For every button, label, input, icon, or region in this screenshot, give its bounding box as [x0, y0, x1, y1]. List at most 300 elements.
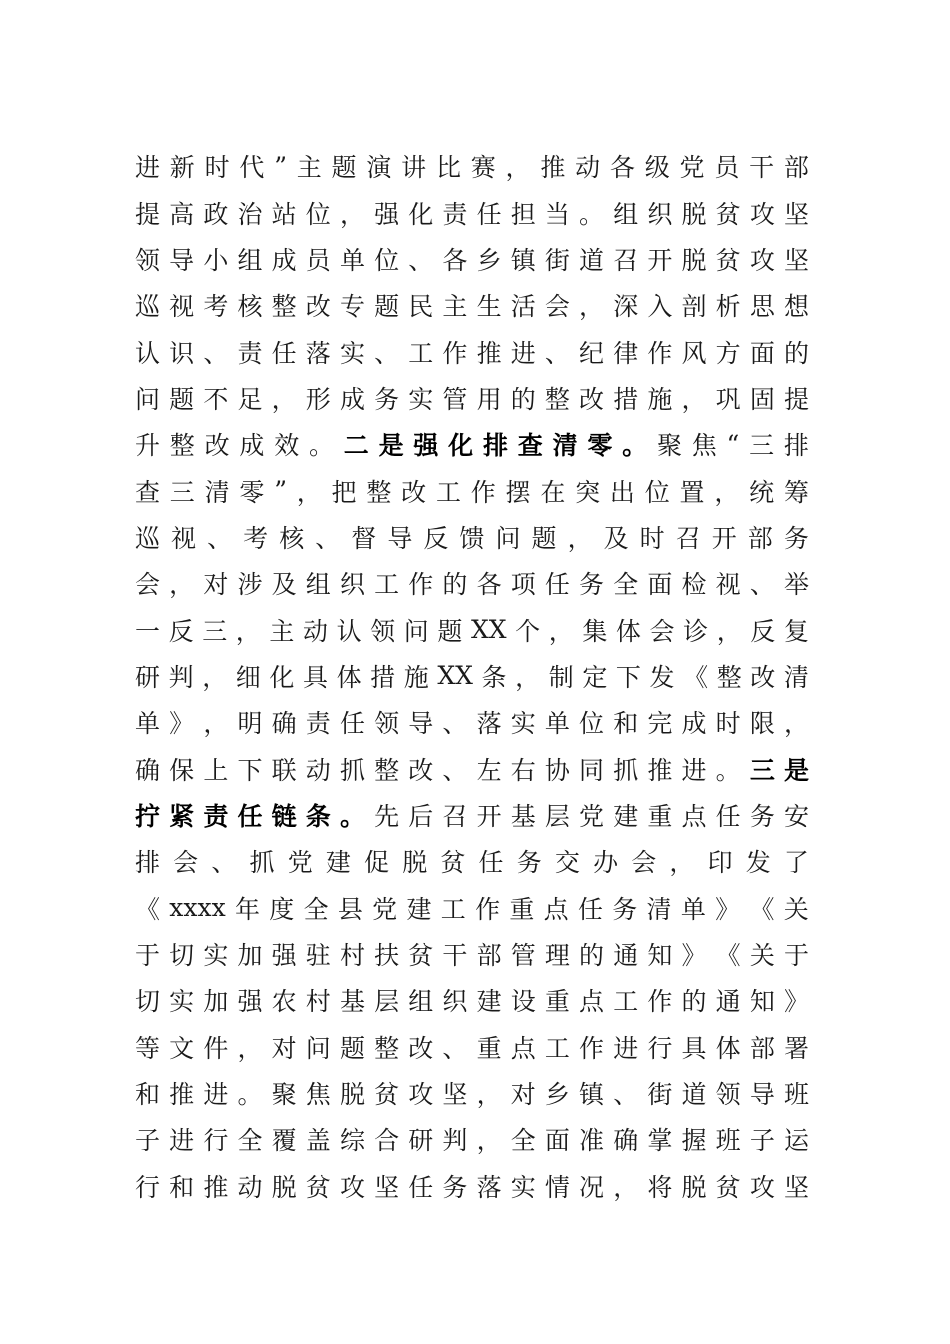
text-char: 馈: [459, 523, 485, 553]
text-char: 进: [203, 1080, 229, 1110]
bold-text-char: 。: [622, 431, 648, 461]
text-char: 集: [582, 616, 608, 646]
text-char: 贫: [715, 1172, 741, 1202]
text-char: 改: [305, 292, 331, 322]
text-char: 抓: [339, 755, 365, 785]
text-char: 、: [207, 523, 233, 553]
text-char: 限: [749, 709, 775, 739]
text-char: 强: [237, 987, 263, 1017]
text-char: 焦: [305, 1080, 331, 1110]
text-char: ，: [548, 616, 574, 646]
text-char: “: [726, 429, 740, 459]
text-char: 任: [408, 1172, 434, 1202]
text-char: 联: [271, 755, 297, 785]
text-char: 高: [169, 199, 195, 229]
text-char: 领: [370, 616, 396, 646]
text-char: ，: [783, 709, 809, 739]
text-line: [135, 560, 809, 606]
text-char: 研: [135, 662, 161, 692]
text-char: 实: [408, 384, 434, 414]
bold-text-char: 三: [749, 755, 775, 785]
text-char: 行: [203, 1126, 229, 1156]
text-char: 清: [646, 894, 672, 924]
text-char: 确: [613, 1126, 639, 1156]
text-char: 《: [715, 941, 741, 971]
text-char: 任: [476, 199, 502, 229]
text-char: 促: [364, 848, 390, 878]
text-char: 实: [203, 941, 229, 971]
text-char: 加: [237, 941, 263, 971]
text-char: 小: [203, 245, 229, 275]
text-char: 升: [135, 431, 161, 461]
text-char: 把: [331, 477, 357, 507]
text-char: 三: [202, 616, 228, 646]
text-line: [135, 282, 809, 328]
text-char: 复: [783, 616, 809, 646]
text-char: 、: [749, 570, 775, 600]
text-line: [135, 143, 809, 189]
text-char: 责: [442, 199, 468, 229]
text-char: 重: [509, 894, 535, 924]
text-char: 任: [715, 801, 741, 831]
text-char: 担: [510, 199, 536, 229]
text-char: 题: [374, 292, 400, 322]
text-char: 党: [372, 894, 398, 924]
text-char: 政: [203, 199, 229, 229]
text-char: 纪: [579, 338, 605, 368]
text-char: 导: [169, 245, 195, 275]
text-char: 题: [531, 523, 557, 553]
text-char: 组: [305, 570, 331, 600]
text-char: 和: [613, 709, 639, 739]
text-char: 街: [647, 1080, 673, 1110]
text-char: 整: [271, 292, 297, 322]
text-char: 乡: [544, 1080, 570, 1110]
text-char: 认: [135, 338, 161, 368]
text-char: 反: [168, 616, 194, 646]
text-char: 整: [374, 755, 400, 785]
text-line: [135, 467, 809, 513]
text-char: 条: [481, 662, 507, 692]
text-char: 务: [612, 894, 638, 924]
text-char: 主: [296, 153, 322, 183]
text-char: 同: [579, 755, 605, 785]
text-char: 、: [613, 1080, 639, 1110]
text-char: 时: [715, 709, 741, 739]
text-char: 项: [510, 570, 536, 600]
text-char: 抓: [249, 848, 275, 878]
text-char: 督: [351, 523, 377, 553]
text-char: 位: [374, 245, 400, 275]
text-char: ，: [505, 153, 531, 183]
text-char: 脱: [402, 848, 428, 878]
bold-text-char: 查: [517, 431, 543, 461]
text-char: 化: [408, 199, 434, 229]
text-char: 聚: [656, 431, 682, 461]
text-char: 村: [339, 941, 365, 971]
text-char: 体: [715, 1033, 741, 1063]
text-char: 握: [681, 1126, 707, 1156]
text-char: 题: [331, 153, 357, 183]
text-char: 合: [374, 1126, 400, 1156]
text-char: 攻: [749, 199, 775, 229]
text-char: 工: [544, 1033, 570, 1063]
text-char: 干: [442, 941, 468, 971]
text-line: [135, 838, 809, 884]
text-char: 推: [540, 153, 566, 183]
text-char: 层: [544, 801, 570, 831]
text-char: 题: [169, 384, 195, 414]
text-char: 成: [271, 245, 297, 275]
text-char: 》: [783, 987, 809, 1017]
text-char: ，: [714, 477, 740, 507]
text-char: 建: [325, 848, 351, 878]
text-line: [135, 421, 809, 467]
text-char: 文: [169, 1033, 195, 1063]
text-char: 一: [135, 616, 161, 646]
text-char: 作: [579, 1033, 605, 1063]
text-char: 出: [609, 477, 635, 507]
text-char: 措: [613, 384, 639, 414]
text-char: 想: [783, 292, 809, 322]
text-char: 部: [783, 153, 809, 183]
text-char: 工: [374, 570, 400, 600]
text-char: 体: [615, 616, 641, 646]
text-char: 建: [476, 987, 502, 1017]
text-char: 通: [613, 941, 639, 971]
text-char: 确: [135, 755, 161, 785]
text-char: 的: [681, 987, 707, 1017]
text-line: [135, 699, 809, 745]
text-char: 脱: [681, 1172, 707, 1202]
text-char: 研: [408, 1126, 434, 1156]
text-char: ，: [235, 616, 261, 646]
text-char: 改: [579, 384, 605, 414]
text-char: 会: [649, 616, 675, 646]
text-char: 题: [339, 1033, 365, 1063]
text-char: 动: [305, 755, 331, 785]
text-char: 责: [305, 709, 331, 739]
text-char: 形: [305, 384, 331, 414]
text-line: [135, 1163, 809, 1209]
text-char: 设: [510, 987, 536, 1017]
text-char: 题: [437, 616, 463, 646]
text-char: 坚: [783, 245, 809, 275]
text-char: 实: [510, 709, 536, 739]
text-char: 对: [510, 1080, 536, 1110]
text-char: 党: [679, 153, 705, 183]
text-char: 署: [783, 1033, 809, 1063]
text-char: 任: [478, 848, 504, 878]
body-paragraph: [135, 143, 809, 1209]
text-char: 务: [749, 801, 775, 831]
bold-text-char: 拧: [135, 801, 161, 831]
text-char: 筹: [783, 477, 809, 507]
text-char: 律: [613, 338, 639, 368]
text-char: 。: [579, 199, 605, 229]
text-char: 判: [168, 662, 194, 692]
text-char: 三: [169, 477, 195, 507]
text-char: 开: [647, 245, 673, 275]
bold-text-char: 清: [552, 431, 578, 461]
text-char: ，: [579, 292, 605, 322]
text-char: 整: [544, 384, 570, 414]
text-char: 改: [408, 755, 434, 785]
text-char: 完: [647, 709, 673, 739]
text-char: 、: [442, 755, 468, 785]
text-char: 班: [783, 1080, 809, 1110]
bold-text-char: 二: [343, 431, 369, 461]
text-char: 三: [749, 431, 775, 461]
text-char: 全: [510, 1126, 536, 1156]
text-char: 位: [579, 709, 605, 739]
text-char: 进: [169, 1126, 195, 1156]
text-char: 进: [510, 338, 536, 368]
text-char: 活: [510, 292, 536, 322]
text-char: 重: [544, 987, 570, 1017]
text-char: 赛: [470, 153, 496, 183]
text-char: ，: [237, 1033, 263, 1063]
text-char: 保: [169, 755, 195, 785]
text-char: 干: [749, 153, 775, 183]
text-line: [135, 931, 809, 977]
text-char: 具: [302, 662, 328, 692]
text-char: 动: [302, 616, 328, 646]
text-char: 整: [169, 431, 195, 461]
text-char: 的: [783, 338, 809, 368]
text-char: ，: [271, 384, 297, 414]
text-char: 上: [203, 755, 229, 785]
text-char: 对: [203, 570, 229, 600]
text-char: 动: [575, 153, 601, 183]
text-char: 位: [305, 199, 331, 229]
text-char: 点: [543, 894, 569, 924]
text-char: 作: [647, 987, 673, 1017]
text-char: 整: [366, 477, 392, 507]
text-char: 作: [470, 477, 496, 507]
text-char: 道: [681, 1080, 707, 1110]
bold-text-char: 任: [237, 801, 263, 831]
text-char: 会: [544, 292, 570, 322]
text-char: 《: [683, 662, 709, 692]
text-line: [135, 328, 809, 374]
text-char: 道: [579, 245, 605, 275]
text-char: 落: [305, 338, 331, 368]
text-char: 农: [271, 987, 297, 1017]
text-char: 管: [510, 941, 536, 971]
text-char: 班: [715, 1126, 741, 1156]
text-char: 反: [750, 616, 776, 646]
text-char: 坚: [374, 1172, 400, 1202]
text-char: ，: [476, 1080, 502, 1110]
text-char: 成: [339, 384, 365, 414]
text-char: 风: [681, 338, 707, 368]
text-line: [135, 236, 809, 282]
text-char: 检: [681, 570, 707, 600]
text-char: 贫: [408, 941, 434, 971]
bold-text-char: 排: [482, 431, 508, 461]
text-char: 任: [271, 338, 297, 368]
text-char: 工: [613, 987, 639, 1017]
text-char: 子: [135, 1126, 161, 1156]
text-char: 排: [135, 848, 161, 878]
text-char: 深: [613, 292, 639, 322]
text-char: 贫: [305, 1172, 331, 1202]
text-char: ，: [669, 848, 695, 878]
text-char: 任: [544, 570, 570, 600]
text-char: 准: [579, 1126, 605, 1156]
text-char: 治: [237, 199, 263, 229]
text-char: 排: [783, 431, 809, 461]
text-char: 考: [203, 292, 229, 322]
text-char: 抓: [613, 755, 639, 785]
text-char: 主: [269, 616, 295, 646]
text-char: 面: [749, 338, 775, 368]
text-char: 单: [680, 894, 706, 924]
text-char: 攻: [749, 1172, 775, 1202]
text-char: 部: [749, 1033, 775, 1063]
text-char: 乡: [476, 245, 502, 275]
text-char: 况: [579, 1172, 605, 1202]
text-char: 零: [239, 477, 265, 507]
text-char: 点: [579, 987, 605, 1017]
text-char: 动: [237, 1172, 263, 1202]
text-char: 单: [544, 709, 570, 739]
text-char: 攻: [749, 245, 775, 275]
text-char: ，: [681, 384, 707, 414]
text-char: 通: [715, 987, 741, 1017]
text-char: 在: [540, 477, 566, 507]
text-char: ，: [203, 709, 229, 739]
text-char: 面: [647, 570, 673, 600]
text-char: 组: [237, 245, 263, 275]
text-char: 制: [548, 662, 574, 692]
text-char: 行: [135, 1172, 161, 1202]
text-char: 作: [442, 338, 468, 368]
text-char: XX: [437, 661, 473, 691]
text-char: 级: [644, 153, 670, 183]
text-char: 于: [135, 941, 161, 971]
text-line: [135, 1116, 809, 1162]
text-char: 开: [711, 523, 737, 553]
text-char: 推: [647, 755, 673, 785]
text-char: 贫: [715, 199, 741, 229]
text-char: 责: [237, 338, 263, 368]
text-line: [135, 885, 809, 931]
text-char: 巡: [135, 292, 161, 322]
text-char: 巡: [135, 523, 161, 553]
text-char: 、: [408, 245, 434, 275]
text-char: 推: [476, 338, 502, 368]
text-char: 各: [609, 153, 635, 183]
text-char: 实: [510, 1172, 536, 1202]
text-char: 知: [749, 987, 775, 1017]
text-char: 组: [613, 199, 639, 229]
text-char: 统: [749, 477, 775, 507]
text-line: [135, 745, 809, 791]
text-char: 全: [237, 1126, 263, 1156]
text-char: 织: [442, 987, 468, 1017]
text-char: 织: [339, 570, 365, 600]
text-char: 组: [408, 987, 434, 1017]
text-char: 位: [644, 477, 670, 507]
text-char: 度: [269, 894, 295, 924]
text-char: 贫: [440, 848, 466, 878]
text-char: 全: [303, 894, 329, 924]
bold-text-char: 是: [378, 431, 404, 461]
text-char: 、: [442, 709, 468, 739]
text-char: 面: [544, 1126, 570, 1156]
text-char: 等: [135, 1033, 161, 1063]
text-char: 掌: [647, 1126, 673, 1156]
text-char: 工: [408, 338, 434, 368]
text-char: 和: [169, 1172, 195, 1202]
text-char: 镇: [579, 1080, 605, 1110]
text-char: 脱: [681, 245, 707, 275]
text-char: ”: [274, 476, 287, 506]
text-char: 员: [714, 153, 740, 183]
text-char: 用: [476, 384, 502, 414]
text-char: 县: [337, 894, 363, 924]
text-char: 任: [577, 894, 603, 924]
text-char: 建: [613, 801, 639, 831]
text-char: 坚: [442, 1080, 468, 1110]
text-char: 诊: [683, 616, 709, 646]
text-char: 运: [783, 1126, 809, 1156]
text-char: 领: [715, 1080, 741, 1110]
text-char: 全: [613, 570, 639, 600]
text-char: 和: [135, 1080, 161, 1110]
text-char: 。: [237, 1080, 263, 1110]
text-char: 实: [169, 987, 195, 1017]
text-char: 层: [374, 987, 400, 1017]
text-char: 加: [203, 987, 229, 1017]
text-char: 务: [516, 848, 542, 878]
text-char: 下: [615, 662, 641, 692]
text-char: 作: [475, 894, 501, 924]
text-char: 将: [647, 1172, 673, 1202]
text-char: 认: [336, 616, 362, 646]
text-char: 部: [476, 941, 502, 971]
text-char: ，: [716, 616, 742, 646]
text-char: 务: [442, 1172, 468, 1202]
text-char: 整: [374, 1033, 400, 1063]
bold-text-char: 强: [413, 431, 439, 461]
text-char: 改: [750, 662, 776, 692]
text-char: 确: [271, 709, 297, 739]
text-char: 情: [544, 1172, 570, 1202]
text-line: [135, 375, 809, 421]
text-char: ，: [339, 199, 365, 229]
text-line: [135, 1024, 809, 1070]
text-char: 党: [287, 848, 313, 878]
text-char: 提: [135, 199, 161, 229]
text-char: 摆: [505, 477, 531, 507]
text-char: 整: [716, 662, 742, 692]
text-char: 问: [403, 616, 429, 646]
bold-text-char: 紧: [169, 801, 195, 831]
text-char: 、: [211, 848, 237, 878]
text-char: 务: [579, 570, 605, 600]
text-char: 施: [403, 662, 429, 692]
text-char: 攻: [408, 1080, 434, 1110]
text-char: 落: [476, 709, 502, 739]
text-char: 单: [135, 709, 161, 739]
bold-text-char: 责: [203, 801, 229, 831]
text-char: 足: [237, 384, 263, 414]
text-char: 入: [647, 292, 673, 322]
text-char: 行: [647, 1033, 673, 1063]
